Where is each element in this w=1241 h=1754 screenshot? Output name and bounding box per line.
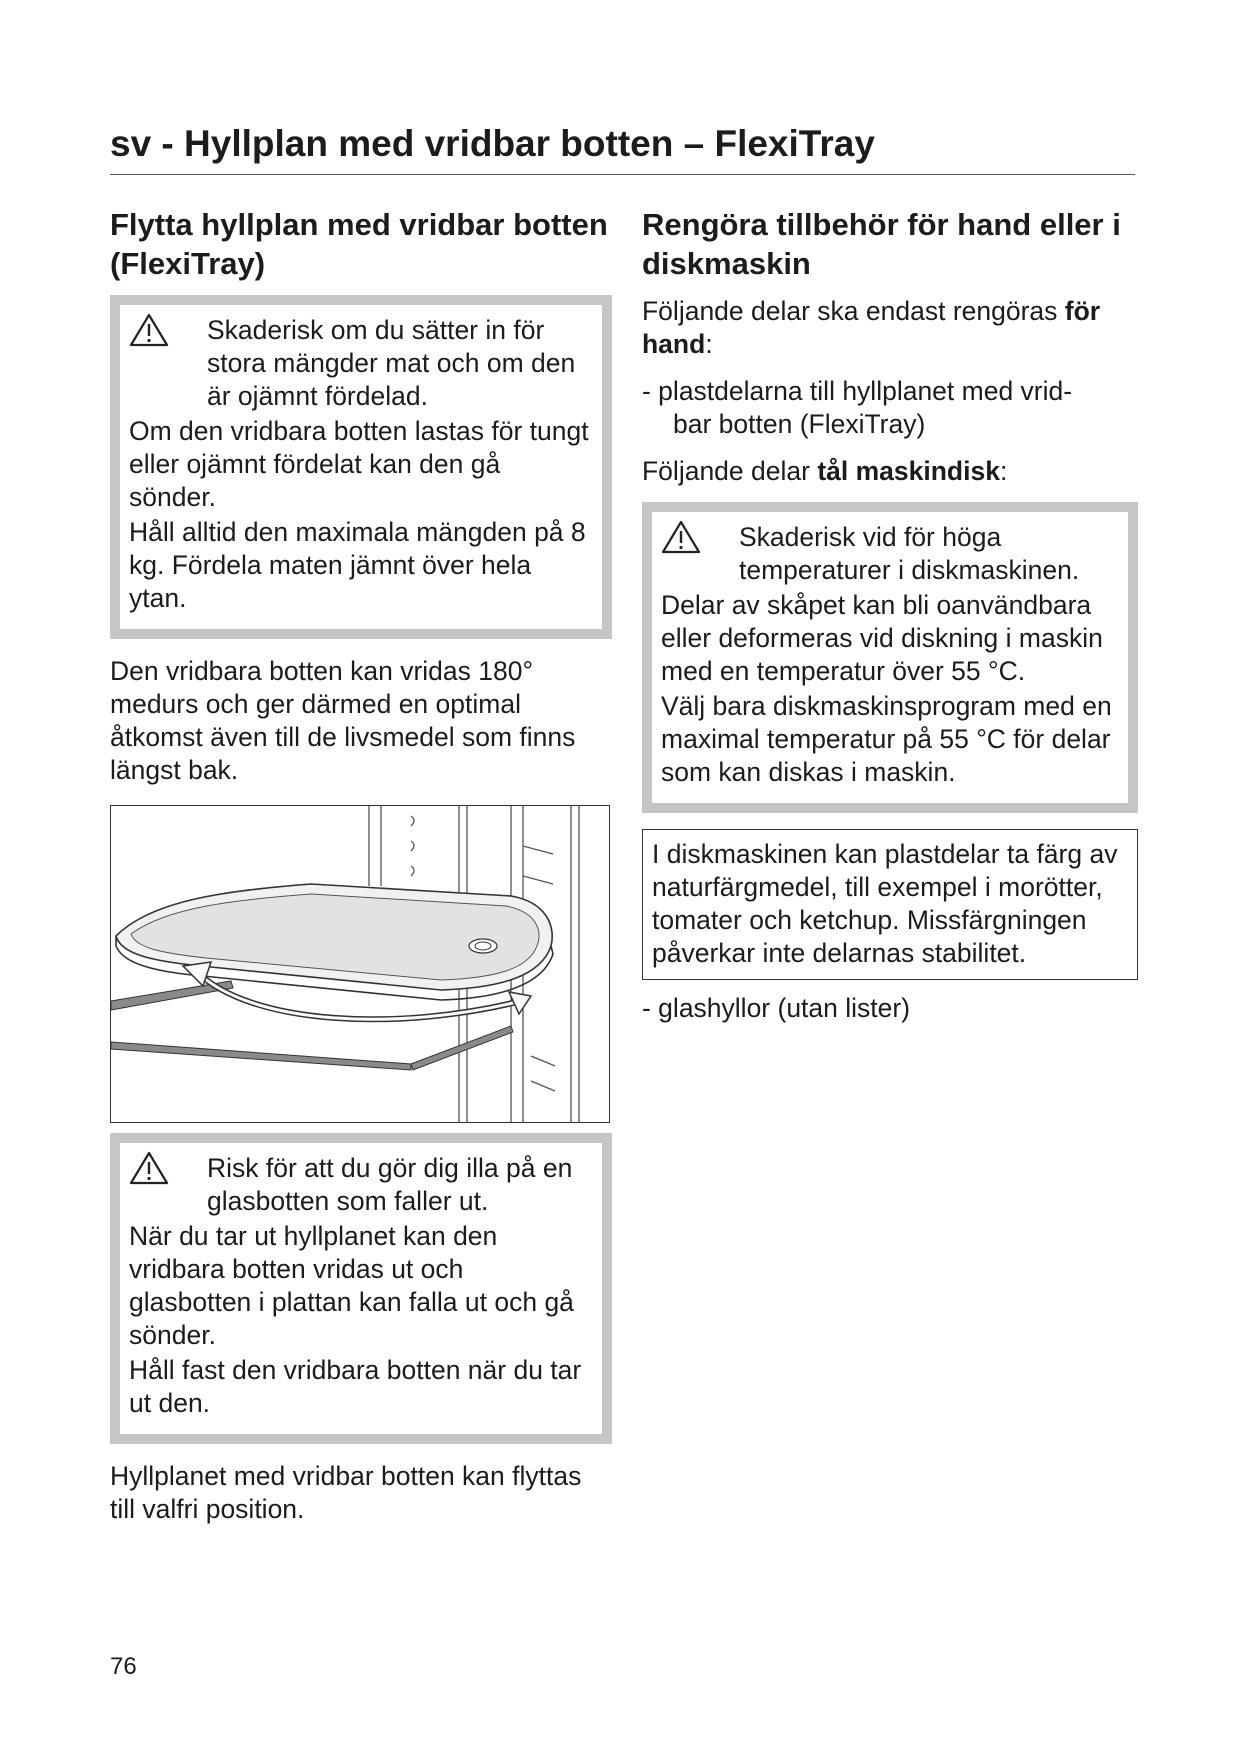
warning-triangle-icon: [661, 520, 701, 554]
warning-lead-text: Skaderisk vid för höga temperaturer i diskmaskinen.: [739, 522, 1080, 585]
warning-lead: [661, 521, 1119, 587]
warning-triangle-icon: [129, 313, 169, 347]
right-column: [642, 205, 1138, 1025]
intro-hand-wash: Följande delar ska endast rengöras för hand:: [642, 296, 1101, 359]
body-paragraph-position: Hyllplanet med vridbar botten kan flyttas till valfri position.: [110, 1461, 582, 1524]
warning-lead: [129, 1152, 593, 1218]
flexitray-drawing: [111, 806, 609, 1122]
list-item-plastic-parts: - plastdelarna till hyllplanet med vrid- bar botten (FlexiTray): [642, 376, 1073, 439]
page-title: sv - Hyllplan med vridbar botten – FlexiTray: [110, 123, 875, 164]
list-item-glass-shelves: - glashyllor (utan lister): [642, 993, 911, 1023]
body-paragraph-rotation: Den vridbara botten kan vridas 180° medurs och ger därmed en optimal åtkomst även till de livsmedel som finns längst bak.: [110, 656, 576, 785]
page-number: 76: [110, 1653, 137, 1680]
warning-triangle-icon: [129, 1151, 169, 1185]
intro-dishwasher: Följande delar tål maskindisk:: [642, 456, 1008, 486]
flexitray-illustration: [110, 805, 610, 1123]
warning-box-temperature: [642, 502, 1138, 813]
warning-text: Om den vridbara botten lastas för tungt eller ojämnt fördelat kan den gå sönder.: [129, 416, 589, 512]
warning-instruction: Välj bara diskmaskinsprogram med en maximal temperatur på 55 °C för delar som kan diskas i maskin.: [661, 691, 1112, 787]
note-text: I diskmaskinen kan plastdelar ta färg av naturfärgmedel, till exempel i morötter, tomater och ketchup. Missfärgningen påverkar inte delarnas stabilitet.: [652, 839, 1118, 968]
section-heading-move-shelf: Flytta hyllplan med vridbar botten (FlexiTray): [110, 207, 608, 281]
note-box-discoloration: [642, 829, 1138, 980]
warning-lead: [129, 314, 593, 413]
warning-lead-text: Skaderisk om du sätter in för stora mängder mat och om den är ojämnt fördelad.: [207, 315, 576, 411]
warning-lead-text: Risk för att du gör dig illa på en glasbotten som faller ut.: [207, 1153, 573, 1216]
warning-text: Delar av skåpet kan bli oanvändbara eller deformeras vid diskning i maskin med en temperatur över 55 °C.: [661, 590, 1103, 686]
warning-box-overload: [110, 295, 612, 639]
warning-box-glass-falls: [110, 1133, 612, 1444]
warning-instruction: Håll alltid den maximala mängden på 8 kg. Fördela maten jämnt över hela ytan.: [129, 517, 586, 613]
left-column: [110, 205, 612, 1526]
warning-text: När du tar ut hyllplanet kan den vridbara botten vridas ut och glasbotten i plattan kan falla ut och gå sönder.: [129, 1221, 574, 1350]
warning-instruction: Håll fast den vridbara botten när du tar ut den.: [129, 1355, 582, 1418]
section-heading-cleaning: Rengöra tillbehör för hand eller i diskmaskin: [642, 207, 1121, 281]
title-divider: [110, 174, 1135, 175]
